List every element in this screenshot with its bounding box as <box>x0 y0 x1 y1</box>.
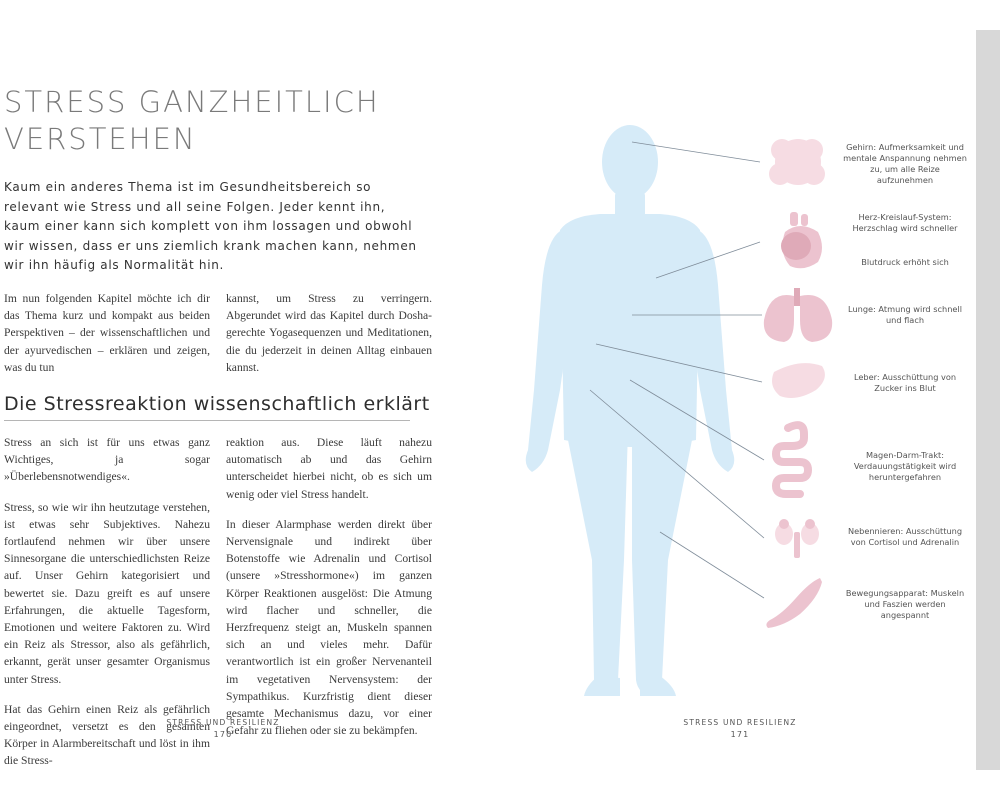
paragraph: reaktion aus. Diese läuft nahezu automatisch ab und das Gehirn unterscheidet hierbei nicht, ob es sich um wenig oder viel Stress handelt. <box>226 436 432 501</box>
page-footer-left <box>143 718 303 739</box>
paragraph: Stress, so wie wir ihn heutzutage verstehen, ist etwas sehr Subjektives. Nahezu fortlaufend nehmen wir über unsere Sinnesorgane die unterschiedlichsten Reize auf. Unser Gehirn kategorisiert und bewertet sie. Dazu greift es auf unsere Erfahrungen, die aktuelle Tagesform, Emotionen und weitere Faktoren zu. Wird ein Reiz als Stressor, also als gefährlich, erkannt, gerät unser gesamter Organismus unter Stress. <box>4 500 210 686</box>
paragraph: kannst, um Stress zu verringern. Abgerundet wird das Kapitel durch Dosha-gerechte Yogasequenzen und Meditationen, die du jederzeit in deinen Alltag einbauen kannst. <box>226 292 432 374</box>
organ-label-lungs: Lunge: Atmung wird schnell und flach <box>848 304 962 325</box>
stress-body-illustration <box>500 120 976 720</box>
paragraph: Im nun folgenden Kapitel möchte ich dir das Thema kurz und kompakt aus beiden Perspektiven – der wissenschaftlichen und der ayurvedischen – erklären und zeigen, was du tun <box>4 292 210 374</box>
paragraph: In dieser Alarmphase werden direkt über Nervensignale und indirekt über Botenstoffe wie Adrenalin und Cortisol (unsere »Stresshormone«) im ganzen Körper Reaktionen ausgelöst: Die Atmung wird flacher und schneller, die Herzfrequenz steigt an, Muskeln spannen sich an und vieles mehr. Dafür verantwortlich ist ein großer Nervenanteil im vegetativen Nervensystem: der Sympathikus. Kurzfristig dient dieser gesamte Mechanismus dazu, vor einer Gefahr zu fliehen oder sie zu bekämpfen. <box>226 517 432 738</box>
muscle-icon <box>766 578 822 628</box>
page-number: 170 <box>213 730 233 739</box>
running-footer-label: STRESS UND RESILIENZ <box>166 718 280 727</box>
body-diagram-svg <box>500 120 976 720</box>
organ-label-brain: Gehirn: Aufmerksamkeit und mentale Anspannung nehmen zu, um alle Reize aufzunehmen <box>843 142 967 185</box>
intro-column-right <box>226 290 432 389</box>
body-silhouette <box>526 125 735 696</box>
lead-paragraph: Kaum ein anderes Thema ist im Gesundheitsbereich so relevant wie Stress und all seine Folgen. Jeder kennt ihn, kaum einer kann sich komplett von ihm lossagen und obwohl wir wissen, dass er uns ziemlich krank machen kann, nehmen wir ihn häufig als Normalität hin. <box>4 180 417 272</box>
paragraph: Stress an sich ist für uns etwas ganz Wichtiges, ja sogar »Überlebensnotwendiges«. <box>4 436 210 484</box>
adrenal-icon <box>775 519 819 558</box>
organ-label-intestine: Magen-Darm-Trakt: Verdauungstätigkeit wird heruntergefahren <box>853 450 957 482</box>
organ-label-blood-pressure: Blutdruck erhöht sich <box>861 257 949 267</box>
page-footer-right <box>660 718 820 739</box>
liver-icon <box>772 363 825 398</box>
intro-column-left <box>4 290 210 389</box>
running-footer-label: STRESS UND RESILIENZ <box>683 718 797 727</box>
lungs-icon <box>764 288 832 342</box>
page-number: 171 <box>730 730 750 739</box>
paragraph: Hat das Gehirn einen Reiz als gefährlich eingeordnet, versetzt es den gesamten Körper in Alarmbereitschaft und löst in ihm die Stress- <box>4 702 210 768</box>
page-title: STRESS GANZHEITLICH VERSTEHEN <box>4 85 380 156</box>
heart-icon <box>781 212 822 268</box>
intestine-icon <box>776 425 808 494</box>
heading-underline <box>4 420 410 421</box>
body-column-right <box>226 434 432 752</box>
organ-label-muscle: Bewegungsapparat: Muskeln und Faszien werden angespannt <box>845 588 965 620</box>
organ-label-liver: Leber: Ausschüttung von Zucker ins Blut <box>853 372 957 393</box>
leader-line-muscle <box>660 532 764 598</box>
page-edge-scrollbar[interactable] <box>976 30 1000 770</box>
brain-icon <box>769 139 825 185</box>
organ-label-heart: Herz-Kreislauf-System: Herzschlag wird schneller <box>852 212 958 233</box>
organ-label-adrenal: Nebennieren: Ausschüttung von Cortisol und Adrenalin <box>847 526 963 547</box>
section-heading: Die Stressreaktion wissenschaftlich erklärt <box>4 393 430 415</box>
